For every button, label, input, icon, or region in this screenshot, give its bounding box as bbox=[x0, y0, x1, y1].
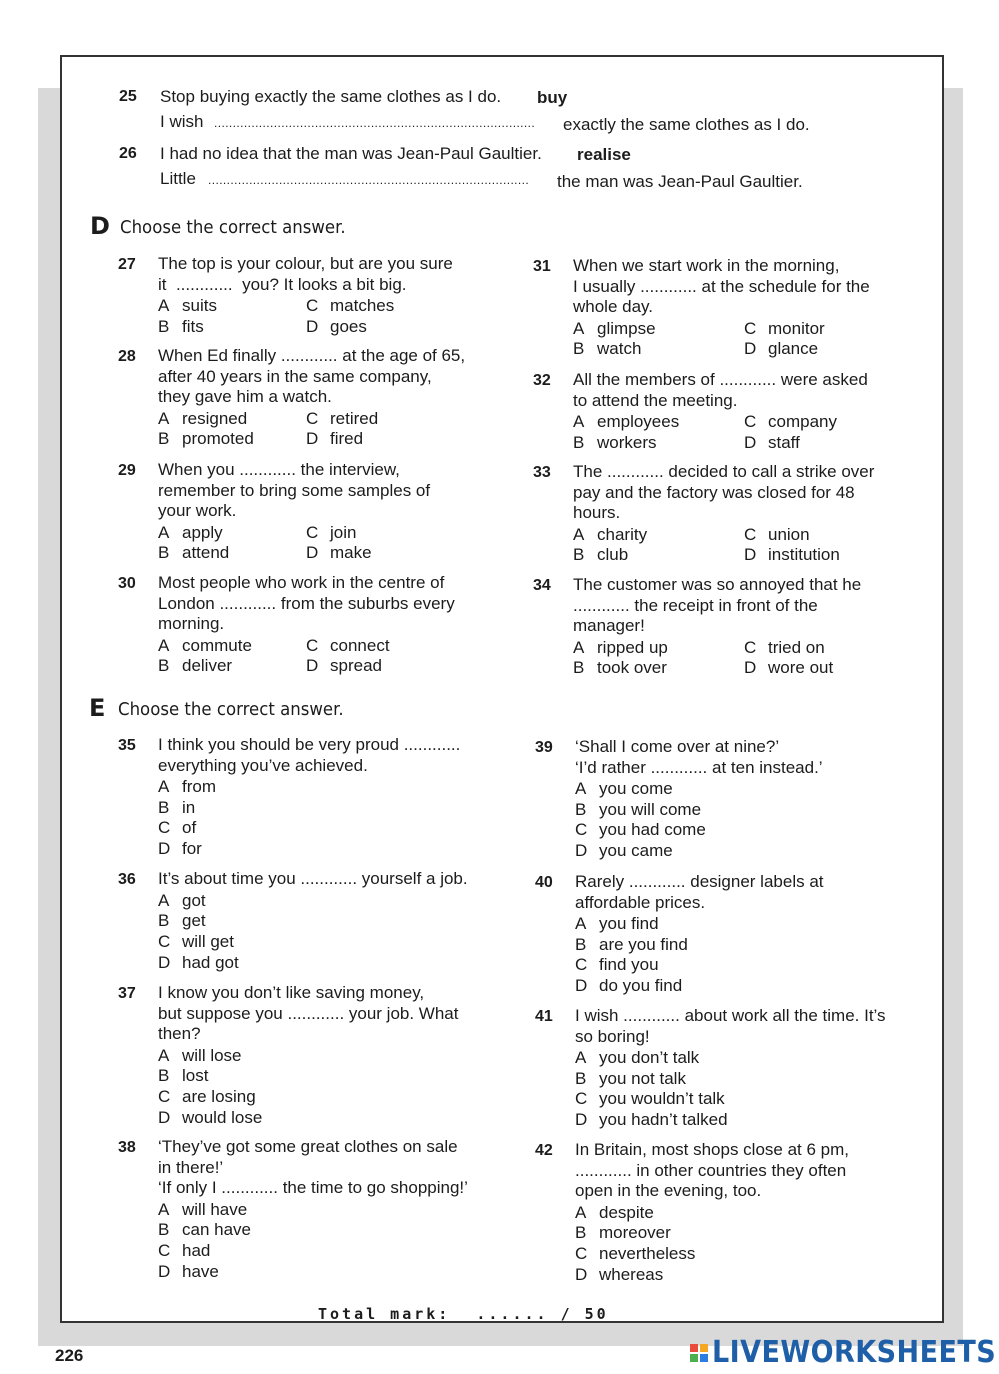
question-text: When Ed finally ............ at the age of 65, after 40 years in the same company, they gave him a watch. bbox=[158, 346, 466, 406]
option-text: will get bbox=[182, 931, 234, 951]
option-letter: C bbox=[575, 1243, 588, 1263]
question-number: 27 bbox=[118, 256, 136, 273]
option-letter: B bbox=[158, 911, 170, 931]
option-letter: B bbox=[573, 545, 585, 565]
option-text: are losing bbox=[182, 1086, 256, 1106]
option-letter: B bbox=[158, 429, 170, 449]
option-letter: C bbox=[744, 412, 757, 431]
question-text: In Britain, most shops close at 6 pm, ............ in other countries they often open in the evening, too. bbox=[575, 1140, 850, 1200]
option-b[interactable] bbox=[575, 800, 706, 821]
option-c[interactable] bbox=[306, 523, 456, 544]
option-letter: D bbox=[306, 656, 319, 676]
option-letter: B bbox=[158, 656, 170, 676]
option-d[interactable] bbox=[306, 317, 456, 338]
option-b[interactable] bbox=[158, 656, 306, 677]
option-text: retired bbox=[330, 408, 379, 428]
options bbox=[575, 914, 688, 997]
option-text: got bbox=[182, 890, 206, 910]
option-a[interactable] bbox=[573, 638, 744, 659]
section-e-title: Choose the correct answer. bbox=[118, 699, 344, 720]
option-text: you don’t talk bbox=[599, 1048, 700, 1067]
options bbox=[158, 409, 456, 450]
option-text: from bbox=[182, 777, 216, 796]
question-number: 28 bbox=[118, 348, 136, 365]
option-letter: B bbox=[158, 1066, 170, 1086]
option-text: connect bbox=[330, 635, 390, 655]
option-letter: C bbox=[306, 408, 319, 428]
total-mark-label: Total mark: bbox=[318, 1305, 451, 1323]
option-letter: D bbox=[158, 839, 171, 859]
option-letter: C bbox=[575, 820, 588, 840]
option-text: will lose bbox=[182, 1045, 242, 1065]
question-text: I know you don’t like saving money, but suppose you ............ your job. What then? bbox=[158, 983, 459, 1043]
option-letter: A bbox=[158, 635, 170, 655]
option-c[interactable] bbox=[158, 818, 216, 839]
option-a[interactable] bbox=[158, 636, 306, 657]
option-letter: A bbox=[573, 637, 585, 657]
option-letter: D bbox=[744, 545, 757, 565]
option-text: staff bbox=[768, 432, 800, 452]
option-d[interactable] bbox=[575, 976, 688, 997]
original-sentence: I had no idea that the man was Jean-Paul Gaultier. bbox=[160, 144, 542, 163]
question-number: 36 bbox=[118, 871, 136, 888]
key-word: realise bbox=[577, 145, 631, 164]
option-letter: A bbox=[158, 1045, 170, 1065]
option-d[interactable] bbox=[306, 429, 456, 450]
option-letter: A bbox=[158, 1199, 170, 1219]
question-number: 26 bbox=[119, 145, 137, 162]
option-text: whereas bbox=[599, 1264, 664, 1284]
option-letter: B bbox=[158, 543, 170, 563]
option-letter: D bbox=[575, 1264, 588, 1284]
option-text: institution bbox=[768, 545, 840, 565]
answer-blank[interactable]: ...................................................................................... bbox=[208, 173, 530, 187]
option-a[interactable] bbox=[158, 523, 306, 544]
question-text: Most people who work in the centre of London ............ from the suburbs every morning. bbox=[158, 573, 455, 633]
option-c[interactable] bbox=[306, 409, 456, 430]
option-text: lost bbox=[182, 1066, 209, 1086]
option-b[interactable] bbox=[158, 911, 239, 932]
question-number: 30 bbox=[118, 575, 136, 592]
option-text: club bbox=[597, 545, 629, 565]
logo-tiles-icon bbox=[690, 1344, 708, 1362]
question-number: 31 bbox=[533, 258, 551, 275]
option-letter: A bbox=[573, 412, 585, 431]
option-text: glimpse bbox=[597, 318, 656, 338]
option-letter: D bbox=[158, 1107, 171, 1127]
option-d[interactable] bbox=[744, 339, 894, 360]
option-text: suits bbox=[182, 296, 217, 315]
option-letter: A bbox=[575, 779, 587, 798]
option-text: attend bbox=[182, 543, 230, 563]
question-number: 29 bbox=[118, 462, 136, 479]
sentence-end: the man was Jean-Paul Gaultier. bbox=[557, 172, 803, 191]
option-text: union bbox=[768, 524, 810, 544]
sentence-start: I wish bbox=[160, 112, 204, 131]
option-text: you came bbox=[599, 841, 673, 861]
option-text: deliver bbox=[182, 656, 233, 676]
option-c[interactable] bbox=[575, 820, 706, 841]
section-d-letter: D bbox=[90, 212, 110, 240]
option-text: goes bbox=[330, 316, 367, 336]
option-c[interactable] bbox=[744, 319, 894, 340]
option-text: took over bbox=[597, 658, 667, 678]
worksheet-frame bbox=[60, 55, 944, 1323]
options bbox=[158, 523, 456, 564]
liveworksheets-logo[interactable] bbox=[690, 1335, 999, 1370]
original-sentence: Stop buying exactly the same clothes as I do. bbox=[160, 87, 502, 106]
option-d[interactable] bbox=[575, 1265, 695, 1286]
question-text: When you ............ the interview, remember to bring some samples of your work. bbox=[158, 460, 431, 520]
option-letter: C bbox=[575, 955, 588, 975]
option-text: you wouldn’t talk bbox=[599, 1089, 725, 1109]
option-d[interactable] bbox=[158, 953, 239, 974]
option-letter: C bbox=[744, 318, 757, 338]
option-letter: A bbox=[158, 296, 170, 315]
option-letter: A bbox=[158, 408, 170, 428]
question-text: I think you should be very proud ............ everything you’ve achieved. bbox=[158, 735, 461, 775]
option-text: for bbox=[182, 839, 202, 859]
option-b[interactable] bbox=[158, 429, 306, 450]
question-number: 32 bbox=[533, 372, 551, 389]
option-text: wore out bbox=[768, 658, 834, 678]
option-c[interactable] bbox=[158, 1241, 251, 1262]
option-text: fired bbox=[330, 429, 364, 449]
option-c[interactable] bbox=[158, 932, 239, 953]
option-text: commute bbox=[182, 635, 252, 655]
answer-blank[interactable]: ...................................................................................... bbox=[214, 116, 536, 130]
question-number: 41 bbox=[535, 1008, 553, 1025]
question-text: Rarely ............ designer labels at affordable prices. bbox=[575, 872, 824, 912]
options bbox=[575, 1048, 728, 1131]
option-c[interactable] bbox=[306, 636, 456, 657]
option-text: would lose bbox=[182, 1107, 263, 1127]
question-text: ‘They’ve got some great clothes on sale in there!’ ‘If only I ............ the time to go shopping!’ bbox=[158, 1137, 468, 1197]
option-d[interactable] bbox=[306, 656, 456, 677]
option-text: will have bbox=[182, 1199, 248, 1219]
question-number: 25 bbox=[119, 88, 137, 105]
option-text: glance bbox=[768, 339, 819, 359]
option-b[interactable] bbox=[158, 798, 216, 819]
option-text: promoted bbox=[182, 429, 254, 449]
option-text: do you find bbox=[599, 976, 683, 996]
logo-text: LIVEWORKSHEETS bbox=[712, 1335, 997, 1370]
options bbox=[158, 1046, 262, 1129]
option-b[interactable] bbox=[573, 658, 744, 679]
option-letter: D bbox=[306, 429, 319, 449]
option-b[interactable] bbox=[573, 545, 744, 566]
option-a[interactable] bbox=[158, 891, 239, 912]
option-b[interactable] bbox=[575, 935, 688, 956]
option-letter: B bbox=[575, 934, 587, 954]
question-number: 35 bbox=[118, 737, 136, 754]
question-text: I wish ............ about work all the time. It’s so boring! bbox=[575, 1006, 886, 1046]
option-text: you had come bbox=[599, 820, 706, 840]
question-text: All the members of ............ were asked to attend the meeting. bbox=[573, 370, 868, 410]
option-letter: D bbox=[744, 432, 757, 452]
question-number: 40 bbox=[535, 874, 553, 891]
option-letter: A bbox=[158, 522, 170, 542]
option-text: join bbox=[330, 522, 357, 542]
option-b[interactable] bbox=[575, 1069, 728, 1090]
option-letter: C bbox=[744, 637, 757, 657]
question-text: ‘Shall I come over at nine?’ ‘I’d rather ............ at ten instead.’ bbox=[575, 737, 823, 777]
option-letter: D bbox=[158, 952, 171, 972]
option-letter: A bbox=[575, 914, 587, 933]
question-text: The ............ decided to call a strike over pay and the factory was closed for 48 hours. bbox=[573, 462, 875, 522]
question-text: It’s about time you ............ yourself a job. bbox=[158, 869, 468, 888]
options bbox=[158, 891, 239, 974]
option-c[interactable] bbox=[575, 955, 688, 976]
option-letter: C bbox=[158, 818, 171, 838]
option-d[interactable] bbox=[744, 545, 894, 566]
option-letter: B bbox=[158, 1220, 170, 1240]
option-text: spread bbox=[330, 656, 382, 676]
question-text: When we start work in the morning, I usually ............ at the schedule for the whole day. bbox=[573, 256, 870, 316]
option-b[interactable] bbox=[573, 339, 744, 360]
option-a[interactable] bbox=[575, 779, 706, 800]
section-d-title: Choose the correct answer. bbox=[120, 217, 346, 238]
option-letter: A bbox=[158, 777, 170, 796]
page-number: 226 bbox=[55, 1346, 84, 1365]
option-letter: B bbox=[573, 339, 585, 359]
option-text: resigned bbox=[182, 408, 248, 428]
option-text: of bbox=[182, 818, 197, 838]
option-b[interactable] bbox=[158, 317, 306, 338]
option-letter: D bbox=[575, 841, 588, 861]
question-text: The top is your colour, but are you sure it ............ you? It looks a bit big. bbox=[158, 254, 453, 294]
option-letter: B bbox=[573, 432, 585, 452]
option-letter: D bbox=[575, 1110, 588, 1130]
question-number: 39 bbox=[535, 739, 553, 756]
option-text: find you bbox=[599, 955, 659, 975]
option-b[interactable] bbox=[158, 1066, 262, 1087]
option-d[interactable] bbox=[575, 841, 706, 862]
option-text: employees bbox=[597, 412, 680, 431]
option-letter: C bbox=[306, 635, 319, 655]
option-c[interactable] bbox=[744, 412, 894, 433]
option-letter: B bbox=[158, 797, 170, 817]
option-letter: B bbox=[575, 799, 587, 819]
option-a[interactable] bbox=[573, 319, 744, 340]
option-c[interactable] bbox=[744, 525, 894, 546]
options bbox=[158, 636, 456, 677]
option-a[interactable] bbox=[158, 296, 306, 317]
option-text: apply bbox=[182, 522, 223, 542]
options bbox=[158, 1200, 251, 1283]
option-a[interactable] bbox=[575, 1048, 728, 1069]
option-d[interactable] bbox=[158, 1262, 251, 1283]
option-text: watch bbox=[597, 339, 642, 359]
option-text: make bbox=[330, 543, 372, 563]
section-e-letter: E bbox=[89, 694, 106, 722]
option-b[interactable] bbox=[575, 1223, 695, 1244]
option-b[interactable] bbox=[573, 433, 744, 454]
option-a[interactable] bbox=[575, 1203, 695, 1224]
option-letter: B bbox=[575, 1223, 587, 1243]
option-letter: D bbox=[744, 339, 757, 359]
option-a[interactable] bbox=[158, 1046, 262, 1067]
option-letter: A bbox=[575, 1202, 587, 1222]
option-text: have bbox=[182, 1261, 219, 1281]
option-text: tried on bbox=[768, 637, 825, 657]
option-d[interactable] bbox=[158, 839, 216, 860]
option-letter: B bbox=[158, 316, 170, 336]
option-letter: C bbox=[158, 1240, 171, 1260]
total-mark-value: ...... / 50 bbox=[476, 1305, 609, 1323]
option-c[interactable] bbox=[158, 1087, 262, 1108]
option-text: are you find bbox=[599, 934, 688, 954]
option-c[interactable] bbox=[575, 1089, 728, 1110]
option-text: get bbox=[182, 911, 206, 931]
sentence-end: exactly the same clothes as I do. bbox=[563, 115, 810, 134]
option-text: charity bbox=[597, 524, 648, 544]
option-a[interactable] bbox=[575, 914, 688, 935]
option-letter: A bbox=[575, 1048, 587, 1067]
question-number: 34 bbox=[533, 577, 551, 594]
options bbox=[573, 638, 894, 679]
option-a[interactable] bbox=[573, 412, 744, 433]
option-text: matches bbox=[330, 296, 395, 315]
option-text: you come bbox=[599, 779, 673, 798]
options bbox=[158, 777, 216, 860]
options bbox=[573, 412, 894, 453]
option-text: moreover bbox=[599, 1223, 671, 1243]
option-text: you will come bbox=[599, 799, 702, 819]
option-text: workers bbox=[597, 432, 657, 452]
option-text: you hadn’t talked bbox=[599, 1110, 728, 1130]
option-letter: B bbox=[575, 1068, 587, 1088]
option-letter: C bbox=[306, 296, 319, 315]
option-text: in bbox=[182, 797, 196, 817]
option-d[interactable] bbox=[158, 1108, 262, 1129]
question-number: 37 bbox=[118, 985, 136, 1002]
option-letter: D bbox=[575, 976, 588, 996]
option-c[interactable] bbox=[744, 638, 894, 659]
question-number: 33 bbox=[533, 464, 551, 481]
option-letter: C bbox=[575, 1089, 588, 1109]
option-letter: A bbox=[158, 890, 170, 910]
option-text: had bbox=[182, 1240, 211, 1260]
option-text: you not talk bbox=[599, 1068, 686, 1088]
option-letter: C bbox=[744, 524, 757, 544]
option-text: ripped up bbox=[597, 637, 668, 657]
option-text: despite bbox=[599, 1202, 654, 1222]
option-c[interactable] bbox=[575, 1244, 695, 1265]
option-text: company bbox=[768, 412, 837, 431]
option-a[interactable] bbox=[573, 525, 744, 546]
option-letter: A bbox=[573, 318, 585, 338]
total-mark bbox=[318, 1305, 609, 1323]
option-letter: C bbox=[306, 522, 319, 542]
option-a[interactable] bbox=[158, 409, 306, 430]
option-letter: D bbox=[158, 1261, 171, 1281]
option-b[interactable] bbox=[158, 543, 306, 564]
option-text: fits bbox=[182, 316, 204, 336]
options bbox=[158, 296, 456, 337]
option-text: monitor bbox=[768, 318, 825, 338]
option-d[interactable] bbox=[744, 658, 894, 679]
options bbox=[573, 525, 894, 566]
option-d[interactable] bbox=[575, 1110, 728, 1131]
option-text: had got bbox=[182, 952, 239, 972]
option-text: can have bbox=[182, 1220, 251, 1240]
option-c[interactable] bbox=[306, 296, 456, 317]
option-letter: C bbox=[158, 931, 171, 951]
option-letter: B bbox=[573, 658, 585, 678]
option-a[interactable] bbox=[158, 777, 216, 798]
options bbox=[575, 779, 706, 862]
question-text: The customer was so annoyed that he ............ the receipt in front of the manager! bbox=[573, 575, 862, 635]
option-d[interactable] bbox=[306, 543, 456, 564]
option-d[interactable] bbox=[744, 433, 894, 454]
option-text: you find bbox=[599, 914, 659, 933]
option-letter: D bbox=[744, 658, 757, 678]
option-letter: D bbox=[306, 316, 319, 336]
key-word: buy bbox=[537, 88, 568, 107]
option-a[interactable] bbox=[158, 1200, 251, 1221]
options bbox=[575, 1203, 695, 1286]
option-letter: A bbox=[573, 524, 585, 544]
options bbox=[573, 319, 894, 360]
option-text: nevertheless bbox=[599, 1243, 696, 1263]
option-b[interactable] bbox=[158, 1220, 251, 1241]
question-number: 42 bbox=[535, 1142, 553, 1159]
question-number: 38 bbox=[118, 1139, 136, 1156]
option-letter: D bbox=[306, 543, 319, 563]
sentence-start: Little bbox=[160, 169, 196, 188]
option-letter: C bbox=[158, 1086, 171, 1106]
